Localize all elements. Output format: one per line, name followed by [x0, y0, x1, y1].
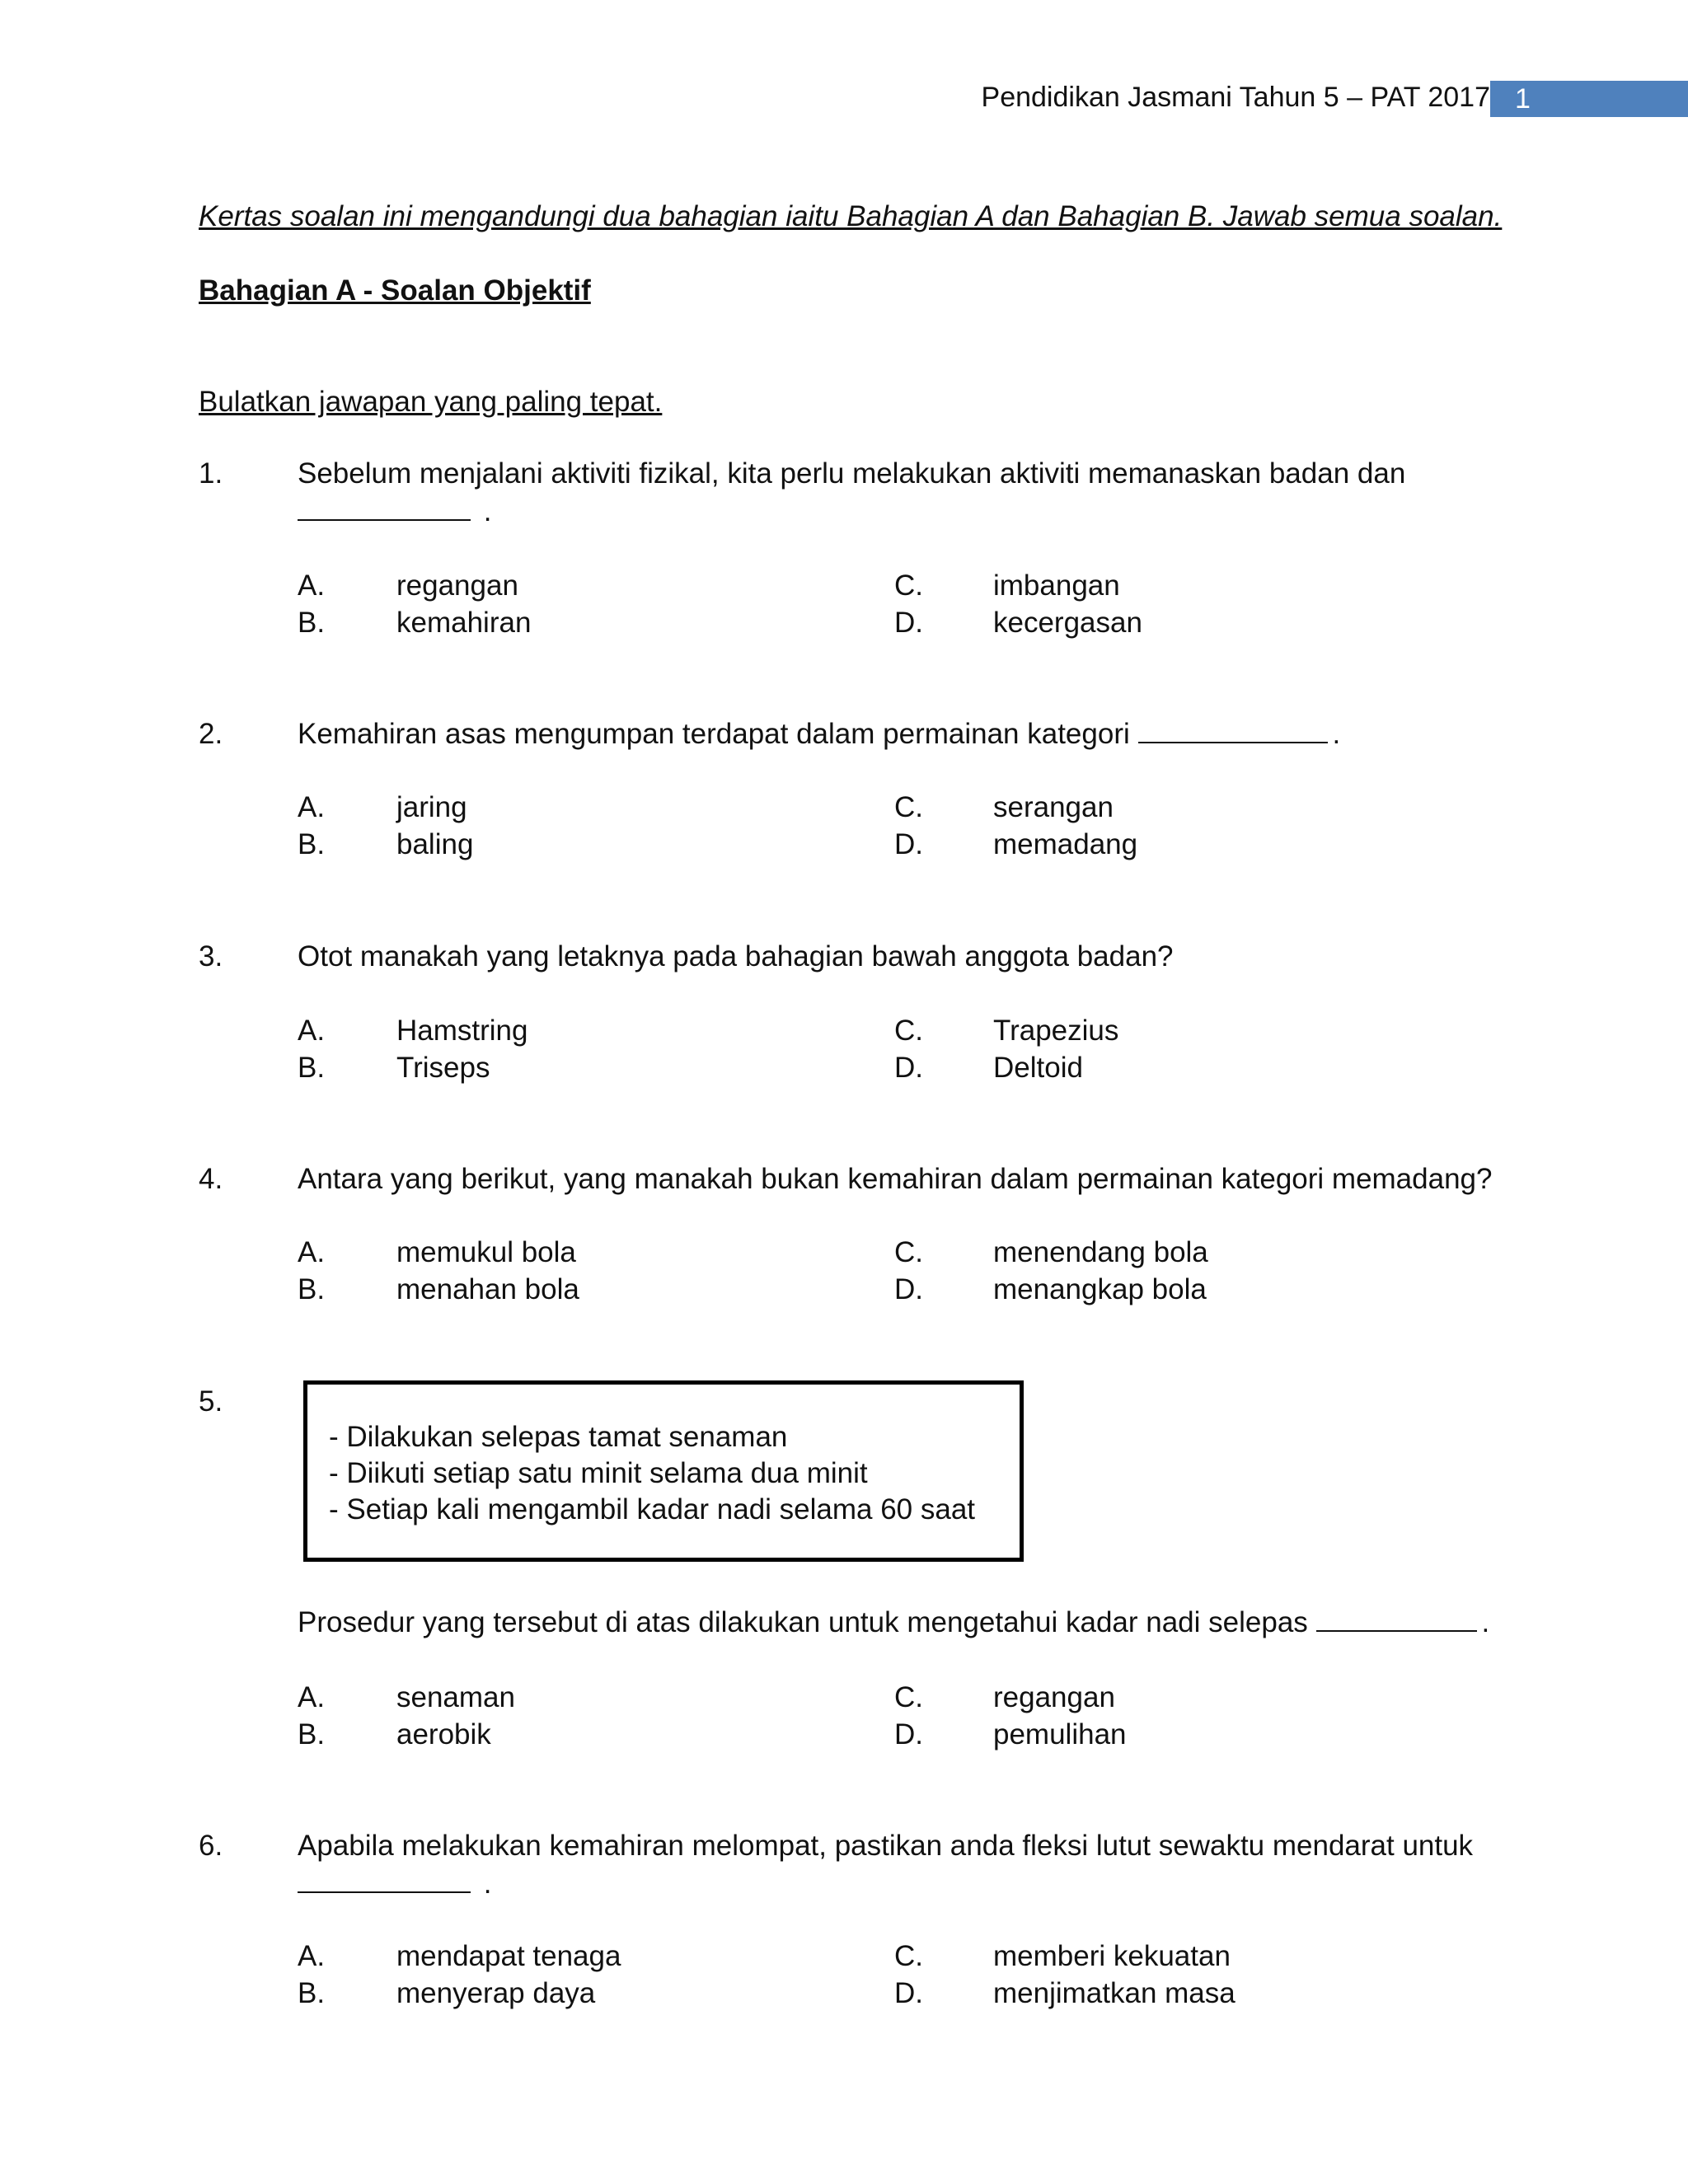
document-header-title: Pendidikan Jasmani Tahun 5 – PAT 2017	[981, 82, 1490, 113]
option-text: Deltoid	[993, 1052, 1083, 1084]
option-text: menyerap daya	[396, 1977, 596, 2009]
question-number: 2.	[199, 718, 223, 750]
option-letter: D.	[894, 1273, 923, 1305]
answer-instruction: Bulatkan jawapan yang paling tepat.	[199, 386, 663, 418]
option-text: memukul bola	[396, 1236, 576, 1268]
option-letter: B.	[298, 1718, 326, 1750]
paper-instructions: Kertas soalan ini mengandungi dua bahagian iaitu Bahagian A dan Bahagian B. Jawab semua soalan.	[199, 200, 1503, 232]
option-letter: A.	[298, 1940, 326, 1972]
question-text: Prosedur yang tersebut di atas dilakukan untuk mengetahui kadar nadi selepas .	[298, 1606, 1490, 1638]
option-text: menjimatkan masa	[993, 1977, 1236, 2009]
procedure-line: - Dilakukan selepas tamat senaman	[329, 1421, 788, 1453]
question-text: Sebelum menjalani aktiviti fizikal, kita perlu melakukan aktiviti memanaskan badan dan .	[298, 457, 1406, 527]
option-text: senaman	[396, 1681, 515, 1713]
option-letter: C.	[894, 1015, 923, 1047]
page-number-badge: 1	[1490, 81, 1688, 117]
option-text: memberi kekuatan	[993, 1940, 1231, 1972]
option-text: Hamstring	[396, 1015, 528, 1047]
option-text: Triseps	[396, 1052, 490, 1084]
option-text: menahan bola	[396, 1273, 579, 1305]
option-letter: B.	[298, 1977, 326, 2009]
option-letter: A.	[298, 1236, 326, 1268]
option-letter: D.	[894, 828, 923, 860]
option-letter: A.	[298, 1015, 326, 1047]
option-letter: B.	[298, 1273, 326, 1305]
answer-blank	[1316, 1605, 1477, 1632]
option-letter: A.	[298, 1681, 326, 1713]
option-text: menangkap bola	[993, 1273, 1207, 1305]
option-text: menendang bola	[993, 1236, 1208, 1268]
option-text: memadang	[993, 828, 1138, 860]
option-text: regangan	[993, 1681, 1115, 1713]
procedure-box	[303, 1380, 1024, 1562]
option-text: kecergasan	[993, 607, 1142, 639]
option-letter: D.	[894, 607, 923, 639]
option-letter: B.	[298, 1052, 326, 1084]
answer-blank	[298, 1867, 471, 1893]
option-letter: B.	[298, 828, 326, 860]
question-number: 3.	[199, 940, 223, 972]
option-text: regangan	[396, 569, 518, 602]
question-text: Kemahiran asas mengumpan terdapat dalam permainan kategori .	[298, 718, 1341, 750]
procedure-line: - Diikuti setiap satu minit selama dua minit	[329, 1457, 868, 1489]
option-text: kemahiran	[396, 607, 532, 639]
option-letter: A.	[298, 791, 326, 823]
option-text: serangan	[993, 791, 1114, 823]
question-number: 5.	[199, 1385, 223, 1418]
question-number: 1.	[199, 457, 223, 490]
option-letter: C.	[894, 1681, 923, 1713]
option-letter: C.	[894, 569, 923, 602]
option-text: jaring	[396, 791, 467, 823]
question-text: Antara yang berikut, yang manakah bukan kemahiran dalam permainan kategori memadang?	[298, 1163, 1493, 1195]
option-text: Trapezius	[993, 1015, 1119, 1047]
option-text: mendapat tenaga	[396, 1940, 621, 1972]
option-letter: C.	[894, 791, 923, 823]
section-title: Bahagian A - Soalan Objektif	[199, 274, 591, 307]
option-letter: B.	[298, 607, 326, 639]
option-letter: D.	[894, 1052, 923, 1084]
answer-blank	[1138, 717, 1328, 743]
question-text: Otot manakah yang letaknya pada bahagian bawah anggota badan?	[298, 940, 1174, 972]
option-text: baling	[396, 828, 474, 860]
option-letter: C.	[894, 1236, 923, 1268]
question-number: 4.	[199, 1163, 223, 1195]
answer-blank	[298, 494, 471, 521]
procedure-line: - Setiap kali mengambil kadar nadi selama 60 saat	[329, 1493, 976, 1526]
option-text: imbangan	[993, 569, 1120, 602]
option-letter: D.	[894, 1718, 923, 1750]
option-text: aerobik	[396, 1718, 491, 1750]
option-text: pemulihan	[993, 1718, 1127, 1750]
option-letter: C.	[894, 1940, 923, 1972]
option-letter: A.	[298, 569, 326, 602]
question-number: 6.	[199, 1830, 223, 1862]
option-letter: D.	[894, 1977, 923, 2009]
question-text: Apabila melakukan kemahiran melompat, pastikan anda fleksi lutut sewaktu mendarat untuk .	[298, 1830, 1474, 1900]
